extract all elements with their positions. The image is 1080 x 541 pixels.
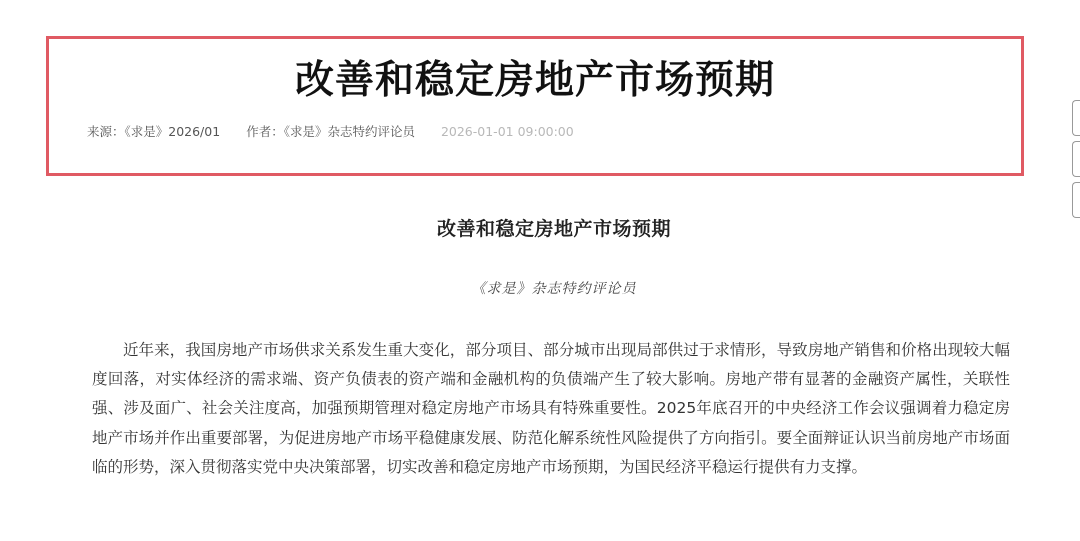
- article-title: 改善和稳定房地产市场预期: [436, 218, 671, 240]
- article-meta: [87, 123, 574, 141]
- publish-datetime: 2026-01-01 09:00:00: [440, 124, 574, 139]
- right-side-toolbar: [1072, 100, 1080, 223]
- highlighted-header-box: [46, 36, 1024, 176]
- side-tab-button[interactable]: [1072, 141, 1080, 177]
- page-title: 改善和稳定房地产市场预期: [294, 58, 775, 103]
- source-label: 来源：《求是》2026/01: [87, 124, 221, 139]
- side-tab-button[interactable]: [1072, 182, 1080, 218]
- article-paragraph: 近年来，我国房地产市场供求关系发生重大变化，部分项目、部分城市出现局部供过于求情形，导致房地产销售和价格出现较大幅度回落，对实体经济的需求端、资产负债表的资产端和金融机构的负债端产生了较大影响。房地产带有显著的金融资产属性，关联性强、涉及面广、社会关注度高，加强预期管理对稳定房地产市场具有特殊重要性。2025年底召开的中央经济工作会议强调着力稳定房地产市场并作出重要部署，为促进房地产市场平稳健康发展、防范化解系统性风险提供了方向指引。要全面辩证认识当前房地产市场面临的形势，深入贯彻落实党中央决策部署，切实改善和稳定房地产市场预期，为国民经济平稳运行提供有力支撑。: [92, 341, 1010, 476]
- author-label: 作者：《求是》杂志特约评论员: [246, 124, 415, 139]
- side-tab-button[interactable]: [1072, 100, 1080, 136]
- article-byline: 《求是》杂志特约评论员: [471, 281, 637, 297]
